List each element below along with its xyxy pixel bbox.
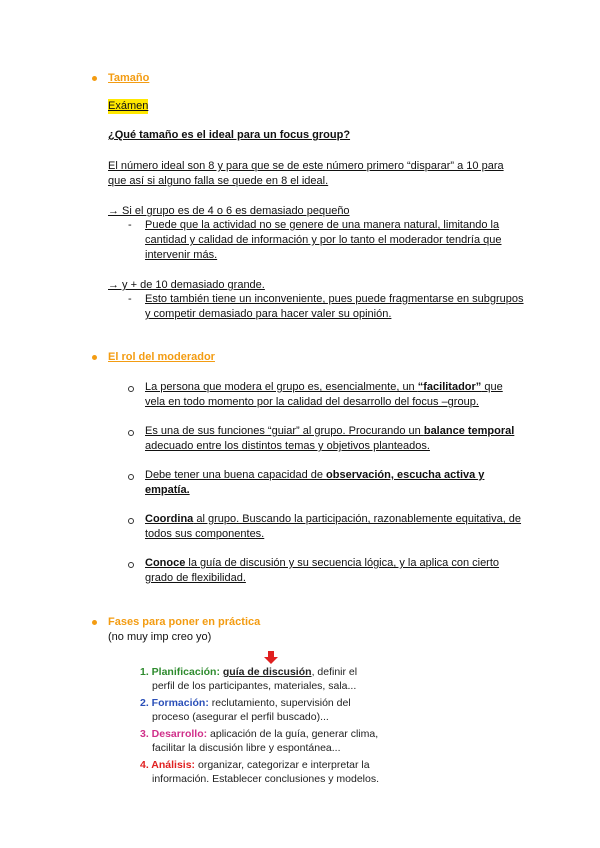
small-group-line: cantidad y calidad de información y por lo tanto el moderador tendría que [145, 234, 502, 246]
question-heading: ¿Qué tamaño es el ideal para un focus group? [108, 129, 351, 141]
phase-line: 2. Formación: reclutamiento, supervisión del [140, 697, 351, 709]
phase-line: facilitar la discusión libre y espontánea... [152, 742, 341, 754]
phase-line: información. Establecer conclusiones y modelos. [152, 773, 380, 785]
big-group-line: y competir demasiado para hacer valer su opinión. [145, 308, 392, 320]
moderator-item-line: todos sus componentes. [145, 528, 265, 540]
section-title-tamano: Tamaño [108, 72, 150, 84]
list-marker [128, 474, 134, 480]
moderator-item: Conoce la guía de discusión y su secuencia lógica, y la aplica con cierto [145, 557, 500, 569]
small-group-line: intervenir más. [145, 249, 218, 261]
moderator-item-line: empatía. [145, 484, 190, 496]
small-group-heading: → Si el grupo es de 4 o 6 es demasiado pequeño [108, 205, 350, 217]
moderator-item-line: grado de flexibilidad. [145, 572, 246, 584]
big-group-line: Esto también tiene un inconveniente, pues puede fragmentarse en subgrupos [145, 293, 524, 305]
section-title-fases: Fases para poner en práctica [108, 616, 261, 628]
big-group-heading: → y + de 10 demasiado grande. [108, 279, 265, 291]
phase-line: 1. Planificación: guía de discusión, definir el [140, 666, 358, 678]
moderator-item: Coordina al grupo. Buscando la participación, razonablemente equitativa, de [145, 513, 522, 525]
phase-line: proceso (asegurar el perfil buscado)... [152, 711, 329, 723]
small-group-line: Puede que la actividad no se genere de una manera natural, limitando la [145, 219, 500, 231]
phases-image [140, 650, 395, 795]
moderator-item-line: adecuado entre los distintos temas y objetivos planteados. [145, 440, 430, 452]
phase-line: perfil de los participantes, materiales, sala... [152, 680, 357, 692]
paragraph-line: que así si alguno falla se quede en 8 el ideal. [108, 175, 329, 187]
moderator-item: Debe tener una buena capacidad de observación, escucha activa y [145, 469, 485, 481]
section-bullet [92, 620, 97, 625]
list-marker [128, 518, 134, 524]
side-note: (no muy imp creo yo) [108, 631, 212, 643]
moderator-item: Es una de sus funciones “guiar” al grupo. Procurando un balance temporal [145, 425, 515, 437]
list-marker [128, 430, 134, 436]
list-marker [128, 562, 134, 568]
section-bullet [92, 76, 97, 81]
moderator-item: La persona que modera el grupo es, esencialmente, un “facilitador” que [145, 381, 503, 393]
phase-line: 3. Desarrollo: aplicación de la guía, generar clima, [140, 728, 379, 740]
phase-line: 4. Análisis: organizar, categorizar e interpretar la [140, 759, 370, 771]
paragraph-line: El número ideal son 8 y para que se de este número primero “disparar” a 10 para [108, 160, 504, 172]
section-title-moderador: El rol del moderador [108, 351, 215, 363]
dash-marker: - [128, 293, 132, 305]
moderator-item-line: vela en todo momento por la calidad del desarrollo del focus –group. [145, 396, 479, 408]
list-marker [128, 386, 134, 392]
down-arrow-icon [264, 651, 278, 665]
section-bullet [92, 355, 97, 360]
dash-marker: - [128, 219, 132, 231]
exam-tag: Exámen [108, 100, 149, 112]
